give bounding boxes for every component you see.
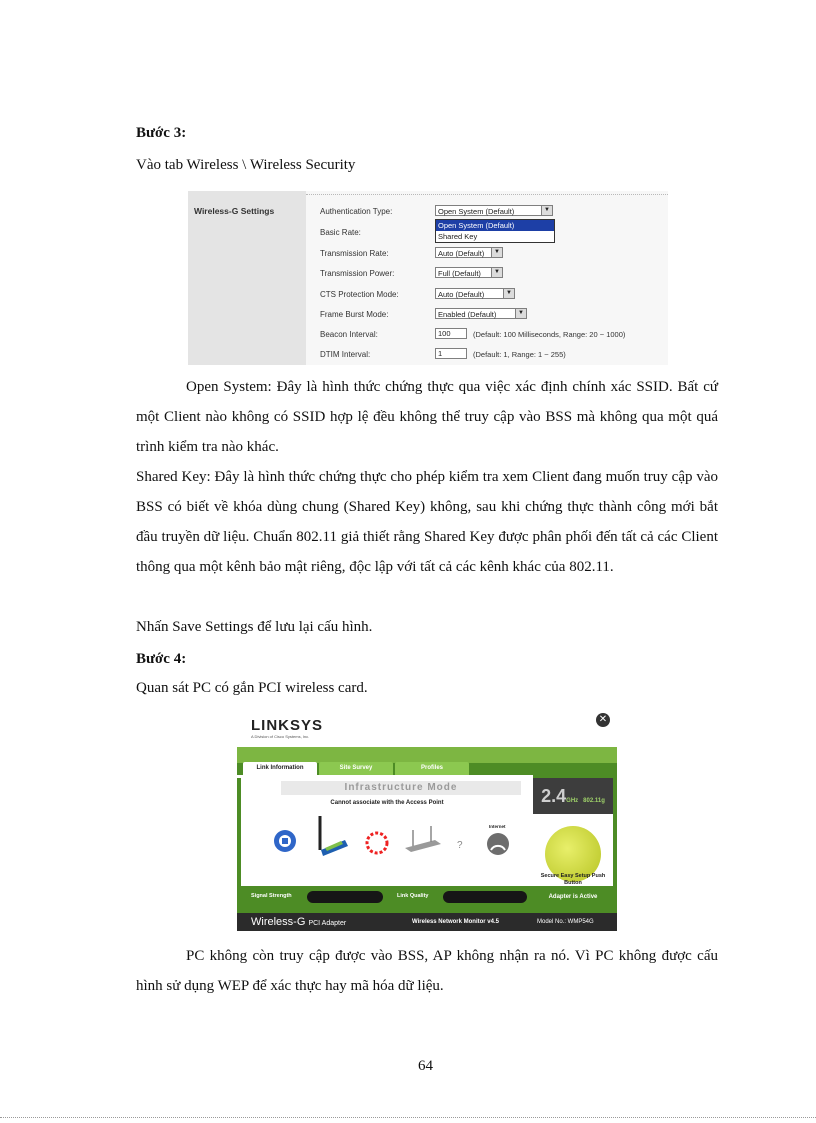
transmission-power-label: Transmission Power: <box>320 269 395 278</box>
ghz-unit: GHz <box>566 798 579 804</box>
linksys-footer <box>237 913 617 931</box>
observe-line: Quan sát PC có gắn PCI wireless card. <box>136 680 368 696</box>
transmission-power-select[interactable] <box>435 267 503 278</box>
linksys-band <box>237 747 617 763</box>
basic-rate-label: Basic Rate: <box>320 228 361 237</box>
beacon-interval-label: Beacon Interval: <box>320 330 378 339</box>
chevron-down-icon: ▼ <box>515 309 526 318</box>
internet-label: Internet <box>489 824 506 829</box>
step4-heading: Bước 4: <box>136 651 187 667</box>
signal-strength-label: Signal Strength <box>251 893 292 899</box>
linksys-monitor-screenshot <box>237 707 617 931</box>
model-number: Model No.: WMP54G <box>537 919 594 925</box>
wireless-tab-instruction: Vào tab Wireless \ Wireless Security <box>136 157 356 173</box>
dtim-interval-input[interactable]: 1 <box>435 348 467 359</box>
access-point-icon <box>405 826 441 852</box>
transmission-power-value: Full (Default) <box>438 269 481 278</box>
chevron-down-icon: ▼ <box>541 206 552 215</box>
transmission-rate-value: Auto (Default) <box>438 249 485 258</box>
transmission-rate-label: Transmission Rate: <box>320 249 389 258</box>
result-paragraph: PC không còn truy cập được vào BSS, AP không nhận ra nó. Vì PC không được cấu hình sử dụng WEP để xác thực hay mã hóa dữ liệu. <box>136 948 718 994</box>
linksys-logo: LINKSYS <box>251 717 324 734</box>
dtim-interval-label: DTIM Interval: <box>320 350 371 359</box>
tab-profiles[interactable]: Profiles <box>395 762 469 775</box>
question-mark-icon: ? <box>457 840 463 851</box>
status-message: Cannot associate with the Access Point <box>330 800 444 806</box>
open-system-paragraph: Open System: Đây là hình thức chứng thực qua việc xác định chính xác SSID. Bất cứ một Client nào không có SSID hợp lệ đều không thể truy cập vào BSS mà không qua một quá trình kiểm tra nào khác. <box>136 379 718 455</box>
auth-type-dropdown[interactable] <box>435 219 555 243</box>
router-left-column <box>188 191 306 365</box>
frame-burst-label: Frame Burst Mode: <box>320 310 389 319</box>
router-settings-screenshot <box>188 191 668 365</box>
auth-type-value: Open System (Default) <box>438 207 515 216</box>
frame-burst-value: Enabled (Default) <box>438 310 497 319</box>
internet-globe-icon <box>487 833 509 855</box>
shared-key-paragraph: Shared Key: Đây là hình thức chứng thực cho phép kiểm tra xem Client đang muốn truy cập vào BSS có biết về khóa dùng chung (Shared Key) không, sau khi chứng thực thành công mới bắt đầu truyền dữ liệu. Chuẩn 802.11 giả thiết rằng Shared Key được phân phối đến tất cả các Client thông qua một kênh bảo mật riêng, độc lập với tất cả các kênh khác của 802.11. <box>136 469 718 575</box>
linksys-logo-sub: A Division of Cisco Systems, Inc. <box>251 734 310 739</box>
link-quality-label: Link Quality <box>397 893 429 899</box>
cts-protection-value: Auto (Default) <box>438 290 485 299</box>
dtim-interval-hint: (Default: 1, Range: 1 ~ 255) <box>473 350 566 359</box>
ghz-standard: 802.11g <box>583 798 605 804</box>
adapter-status: Adapter is Active <box>548 894 598 900</box>
divider <box>306 194 668 195</box>
beacon-interval-hint: (Default: 100 Milliseconds, Range: 20 ~ 1000) <box>473 330 626 339</box>
chevron-down-icon: ▼ <box>491 268 502 277</box>
cts-protection-label: CTS Protection Mode: <box>320 290 399 299</box>
step3-heading: Bước 3: <box>136 125 187 141</box>
signal-strength-bar <box>307 891 383 903</box>
push-button-label: Secure Easy Setup Push Button <box>540 873 606 886</box>
product-name <box>251 916 346 928</box>
monitor-version: Wireless Network Monitor v4.5 <box>412 919 499 925</box>
link-quality-bar <box>443 891 527 903</box>
tab-link-information[interactable]: Link Information <box>243 762 317 775</box>
mode-title: Infrastructure Mode <box>281 781 521 795</box>
frame-burst-select[interactable] <box>435 308 527 319</box>
auth-type-select[interactable] <box>435 205 553 216</box>
linksys-header <box>237 707 617 747</box>
ghz-badge <box>533 778 613 814</box>
product-name-main: Wireless-G <box>251 916 306 928</box>
chevron-down-icon: ▼ <box>503 289 514 298</box>
option-shared-key[interactable]: Shared Key <box>438 232 478 241</box>
tab-site-survey[interactable]: Site Survey <box>319 762 393 775</box>
close-icon[interactable]: ✕ <box>596 713 610 727</box>
no-signal-icon <box>367 833 387 853</box>
save-settings-line: Nhấn Save Settings để lưu lại cấu hình. <box>136 619 373 635</box>
wireless-card-icon <box>320 816 348 856</box>
page-bottom-border <box>0 1117 816 1118</box>
auth-type-label: Authentication Type: <box>320 207 393 216</box>
beacon-interval-input[interactable]: 100 <box>435 328 467 339</box>
option-open-system[interactable]: Open System (Default) <box>436 220 554 231</box>
transmission-rate-select[interactable] <box>435 247 503 258</box>
pc-icon <box>274 830 296 852</box>
ghz-value: 2.4 <box>541 786 567 806</box>
link-info-panel <box>241 778 533 886</box>
ghz-panel <box>533 778 613 886</box>
product-name-sub: PCI Adapter <box>308 920 347 927</box>
connection-diagram <box>241 778 533 886</box>
chevron-down-icon: ▼ <box>491 248 502 257</box>
page-number: 64 <box>418 1058 433 1074</box>
section-title: Wireless-G Settings <box>194 206 275 216</box>
cts-protection-select[interactable] <box>435 288 515 299</box>
